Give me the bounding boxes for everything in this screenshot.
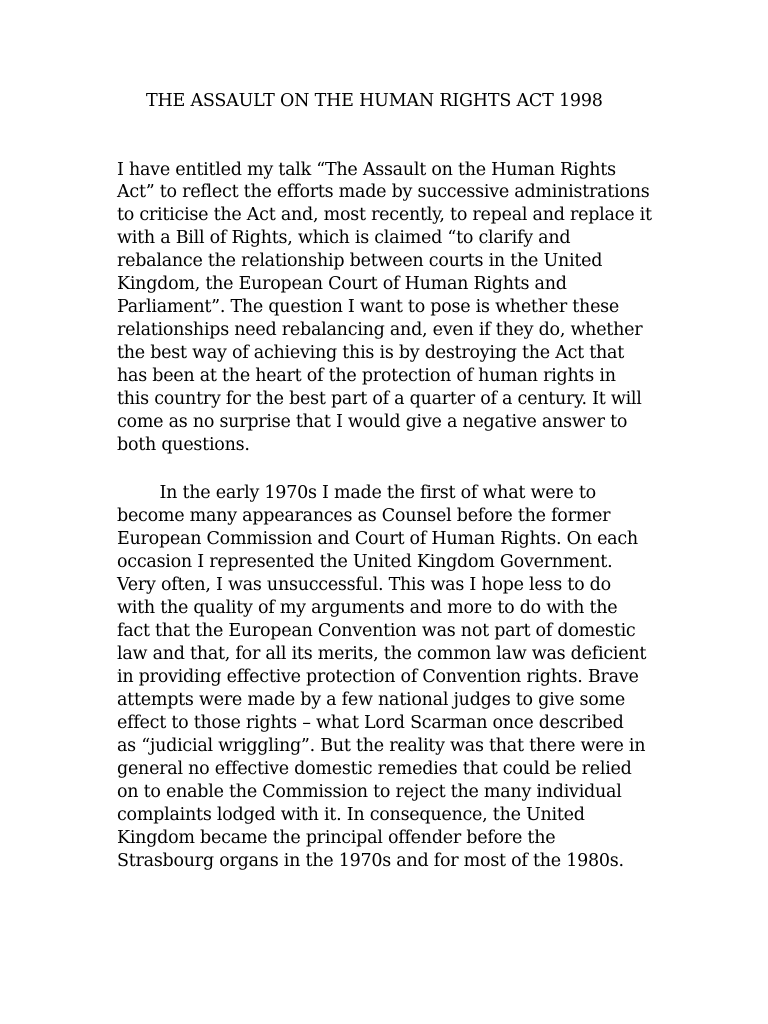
paragraph-1-line: both questions. [117, 435, 250, 455]
paragraph-2-line: In the early 1970s I made the first of what were to [117, 483, 596, 503]
paragraph-1-line: rebalance the relationship between courts in the United [117, 251, 603, 271]
paragraph-2-line: become many appearances as Counsel before the former [117, 506, 611, 526]
paragraph-2-line: law and that, for all its merits, the common law was deficient [117, 644, 647, 664]
paragraph-1-line: relationships need rebalancing and, even if they do, whether [117, 320, 643, 340]
paragraph-2-line: general no effective domestic remedies that could be relied [117, 759, 632, 779]
paragraph-2-line: attempts were made by a few national judges to give some [117, 690, 625, 710]
paragraph-1-line: this country for the best part of a quarter of a century. It will [117, 389, 642, 409]
paragraph-2-line: as “judicial wriggling”. But the reality was that there were in [117, 736, 646, 756]
paragraph-2-line: effect to those rights – what Lord Scarman once described [117, 713, 624, 733]
paragraph-2-line: fact that the European Convention was not part of domestic [117, 621, 636, 641]
paragraph-1-line: come as no surprise that I would give a negative answer to [117, 412, 628, 432]
paragraph-2-line: complaints lodged with it. In consequence, the United [117, 805, 585, 825]
paragraph-1-line: to criticise the Act and, most recently, to repeal and replace it [117, 205, 652, 225]
paragraph-2-line: occasion I represented the United Kingdom Government. [117, 552, 613, 572]
paragraph-1-line: Kingdom, the European Court of Human Rights and [117, 274, 567, 294]
paragraph-2-line: on to enable the Commission to reject the many individual [117, 782, 622, 802]
paragraph-2-line: Kingdom became the principal offender before the [117, 828, 556, 848]
paragraph-1-line: the best way of achieving this is by destroying the Act that [117, 343, 625, 363]
paragraph-2-line: with the quality of my arguments and more to do with the [117, 598, 618, 618]
paragraph-1-line: has been at the heart of the protection of human rights in [117, 366, 616, 386]
paragraph-2-line: Strasbourg organs in the 1970s and for most of the 1980s. [117, 851, 624, 871]
paragraph-1-line: with a Bill of Rights, which is claimed “to clarify and [117, 228, 571, 248]
paragraph-2-line: in providing effective protection of Convention rights. Brave [117, 667, 639, 687]
paragraph-2-line: Very often, I was unsuccessful. This was I hope less to do [117, 575, 611, 595]
paragraph-1-line: Act” to reflect the efforts made by successive administrations [117, 182, 650, 202]
paragraph-1-line: I have entitled my talk “The Assault on the Human Rights [117, 160, 616, 180]
paragraph-1-line: Parliament”. The question I want to pose is whether these [117, 297, 620, 317]
paragraph-2-line: European Commission and Court of Human Rights. On each [117, 529, 638, 549]
document-title: THE ASSAULT ON THE HUMAN RIGHTS ACT 1998 [146, 91, 603, 111]
